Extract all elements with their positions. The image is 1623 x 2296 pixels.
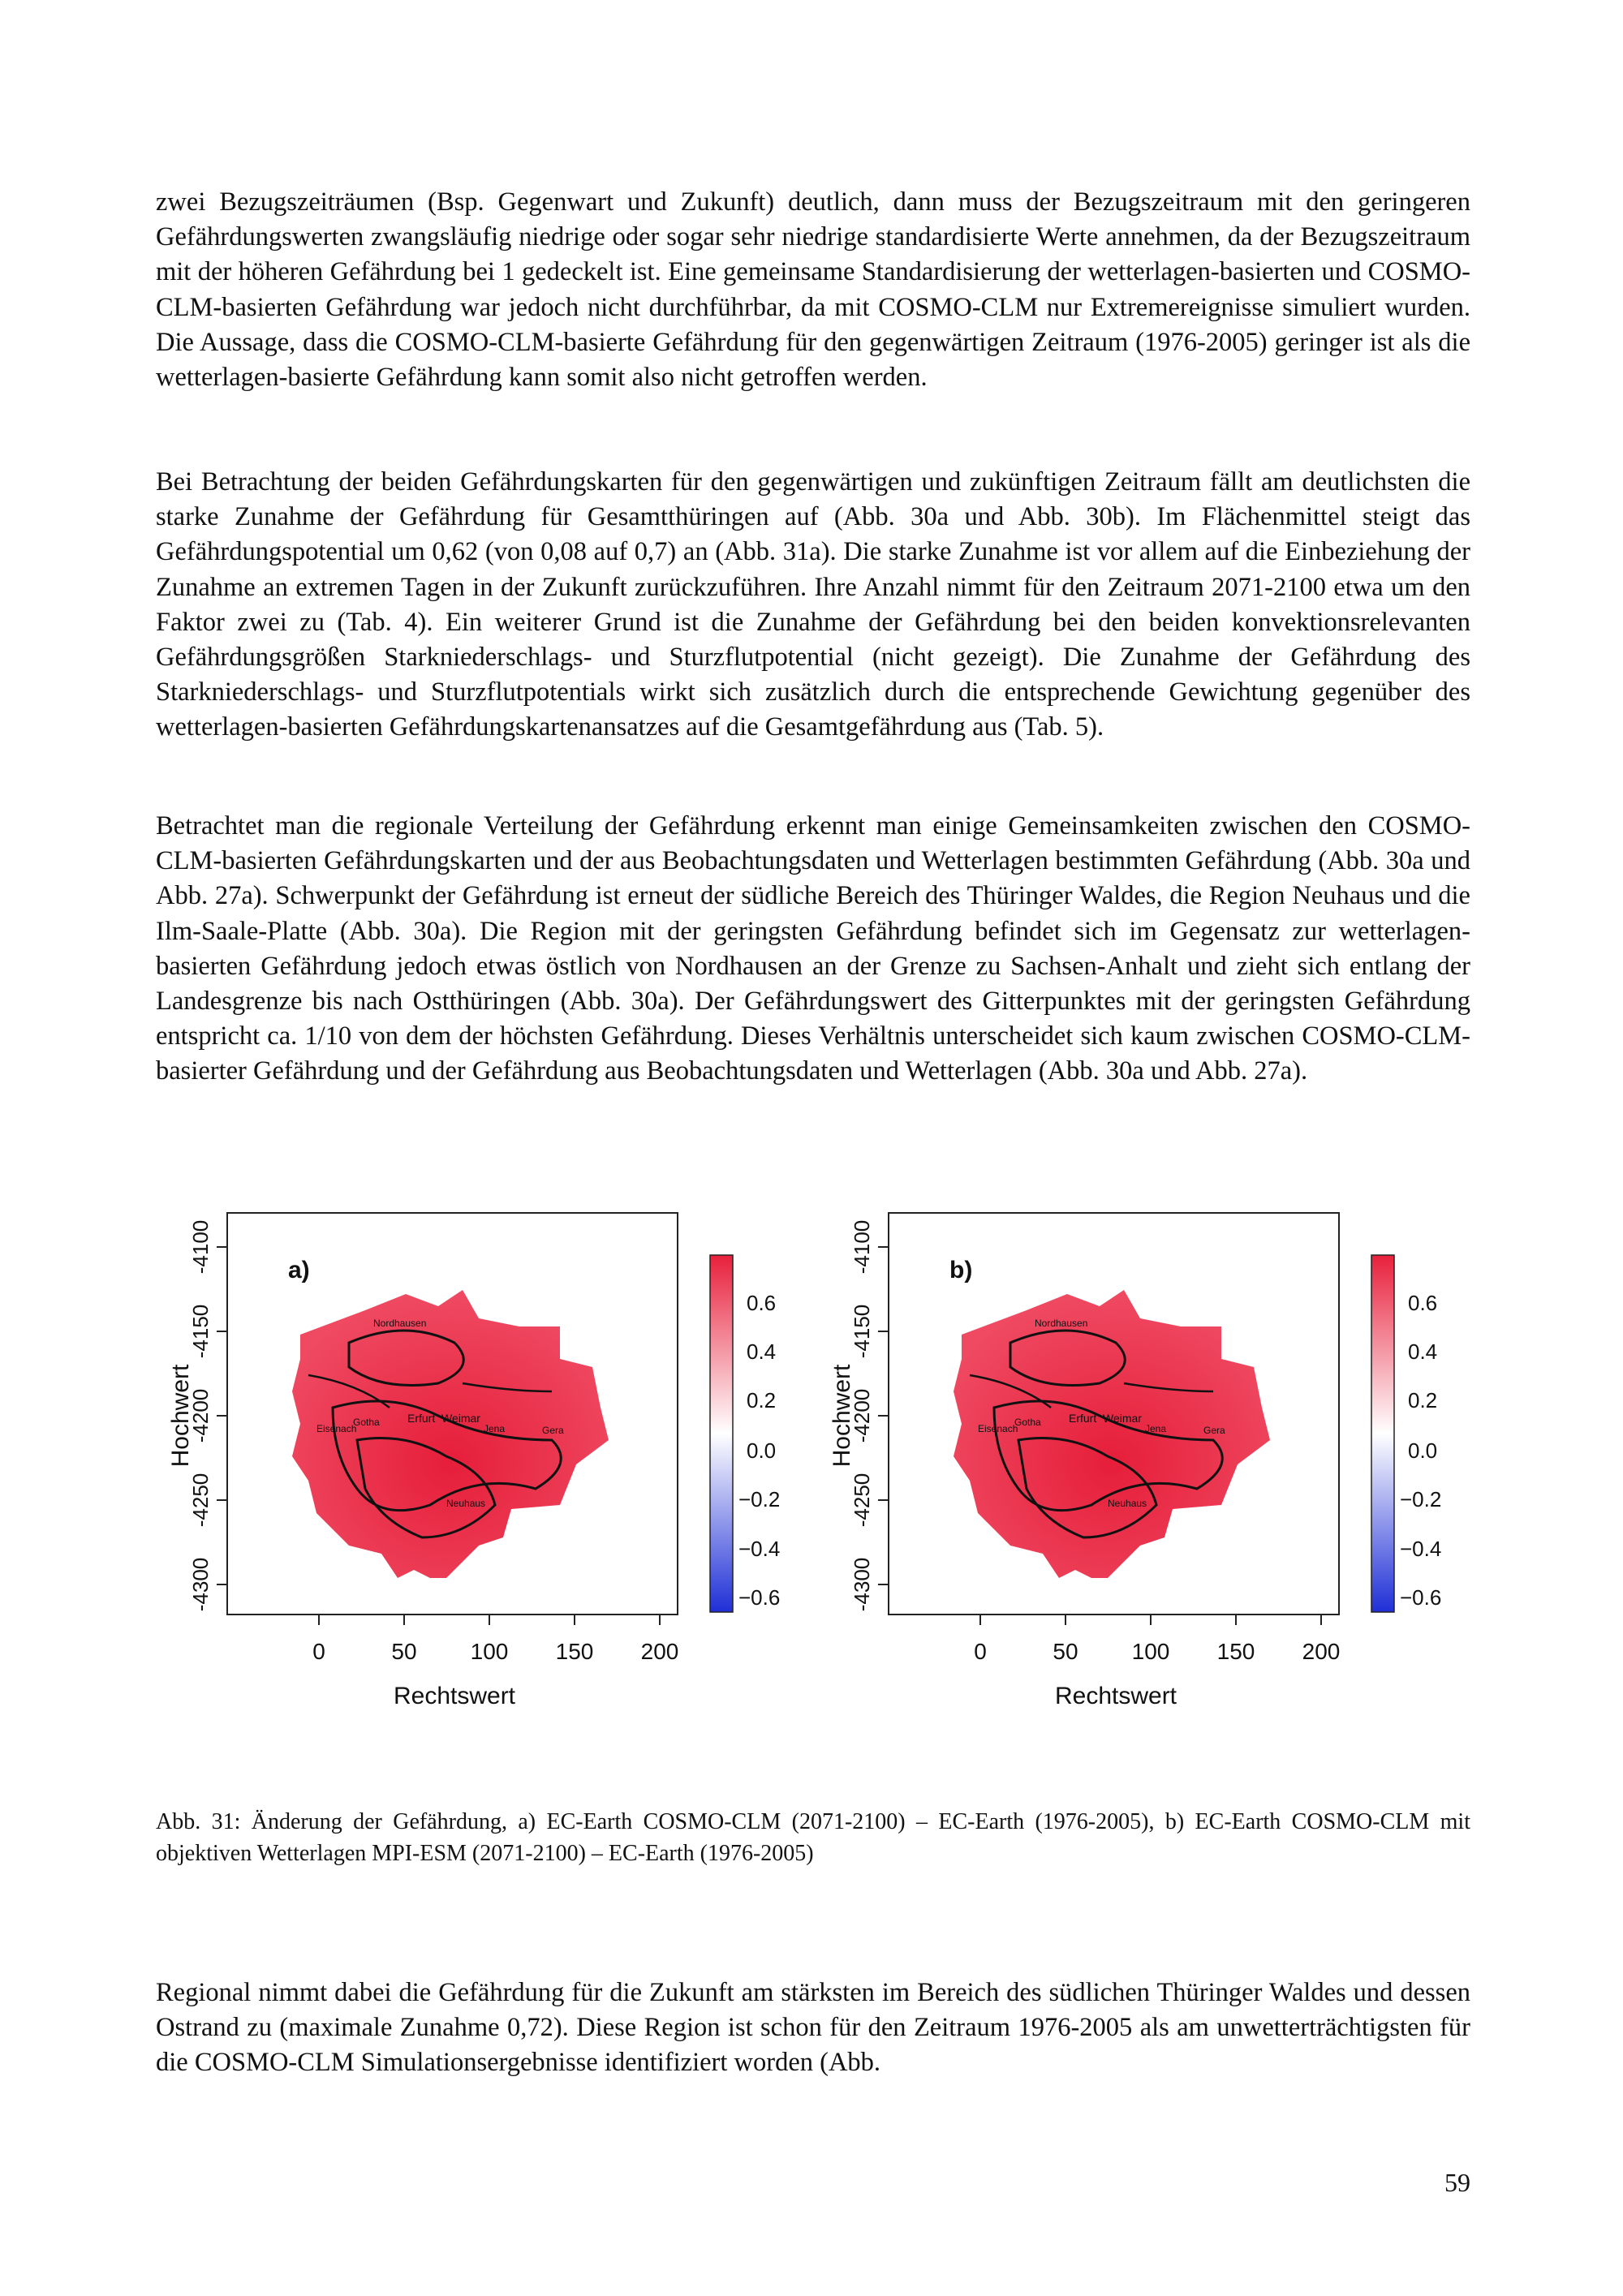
- y-tick-label: -4100: [188, 1219, 213, 1275]
- x-tick-label: 200: [640, 1639, 679, 1664]
- y-axis-label: Hochwert: [167, 1364, 194, 1468]
- x-axis: [974, 1615, 1340, 1709]
- city-label: Nordhausen: [373, 1318, 427, 1329]
- city-label: Erfurt: [1069, 1412, 1097, 1425]
- paragraph-3: Betrachtet man die regionale Verteilung der Gefährdung erkennt man einige Gemeinsamkeiten zwischen den COSMO-CLM-basierten Gefährdungskarten und der aus Beobachtungsdaten und Wetterlagen bestimmten Gefährdung (Abb. 30a und Abb. 27a). Schwerpunkt der Gefährdung ist erneut der südliche Bereich des Thüringer Waldes, die Region Neuhaus und die Ilm-Saale-Platte (Abb. 30a). Die Region mit der geringsten Gefährdung befindet sich im Gegensatz zur wetterlagen-basierten Gefährdung jedoch etwas östlich von Nordhausen an der Grenze zu Sachsen-Anhalt und zieht sich entlang der Landesgrenze bis nach Ostthüringen (Abb. 30a). Der Gefährdungswert des Gitterpunktes mit der geringsten Gefährdung entspricht ca. 1/10 von dem der höchsten Gefährdung. Dieses Verhältnis unterscheidet sich kaum zwischen COSMO-CLM-basierter Gefährdung und der Gefährdung aus Beobachtungsdaten und Wetterlagen (Abb. 30a und Abb. 27a).: [156, 811, 1470, 1086]
- city-label: Eisenach: [978, 1423, 1018, 1434]
- colorbar-tick: 0.6: [747, 1291, 777, 1315]
- colorbar-tick: −0.6: [738, 1585, 781, 1610]
- x-tick-label: 50: [1053, 1639, 1078, 1664]
- figure-map-a: [167, 1197, 803, 1761]
- colorbar-tick: −0.4: [1400, 1537, 1442, 1561]
- x-tick-label: 0: [312, 1639, 325, 1664]
- city-label: Weimar: [441, 1412, 480, 1425]
- panel-label: b): [949, 1257, 973, 1283]
- city-label: Gotha: [353, 1417, 380, 1428]
- x-tick-label: 100: [470, 1639, 509, 1664]
- x-axis-label: Rechtswert: [1054, 1683, 1177, 1709]
- city-label: Gera: [542, 1425, 564, 1436]
- page-number: 59: [1444, 2168, 1470, 2197]
- x-tick-label: 150: [1216, 1639, 1255, 1664]
- colorbar: [1371, 1255, 1441, 1612]
- colorbar-tick: 0.6: [1408, 1291, 1438, 1315]
- y-tick-label: -4200: [188, 1388, 213, 1443]
- figure-caption: Abb. 31: Änderung der Gefährdung, a) EC-Earth COSMO-CLM (2071-2100) – EC-Earth (1976-2005), b) EC-Earth COSMO-CLM mit objektiven Wetterlagen MPI-ESM (2071-2100) – EC-Earth (1976-2005): [156, 1809, 1470, 1866]
- colorbar-tick: 0.4: [747, 1339, 777, 1364]
- colorbar-tick: 0.0: [1408, 1438, 1438, 1463]
- colorbar: [710, 1255, 780, 1612]
- x-tick-label: 100: [1131, 1639, 1170, 1664]
- figure-map-b: [829, 1197, 1465, 1761]
- paragraph-2: Bei Betrachtung der beiden Gefährdungskarten für den gegenwärtigen und zukünftigen Zeitraum fällt am deutlichsten die starke Zunahme der Gefährdung für Gesamtthüringen auf (Abb. 30a und Abb. 30b). Im Flächenmittel steigt das Gefährdungspotential um 0,62 (von 0,08 auf 0,7) an (Abb. 31a). Die starke Zunahme ist vor allem auf die Einbeziehung der Zunahme an extremen Tagen in der Zukunft zurückzuführen. Ihre Anzahl nimmt für den Zeitraum 2071-2100 etwa um den Faktor zwei zu (Tab. 4). Ein weiterer Grund ist die Zunahme der Gefährdung bei den beiden konvektionsrelevanten Gefährdungsgrößen Starkniederschlags- und Sturzflutpotential (nicht gezeigt). Die Zunahme der Gefährdung des Starkniederschlags- und Sturzflutpotentials wirkt sich zusätzlich durch die entsprechende Gewichtung gegenüber des wetterlagen-basierten Gefährdungskartenansatzes auf die Gesamtgefährdung aus (Tab. 5).: [156, 467, 1470, 742]
- y-tick-label: -4250: [188, 1473, 213, 1528]
- x-tick-label: 150: [555, 1639, 594, 1664]
- city-label: Neuhaus: [1108, 1498, 1147, 1509]
- paragraph-4: Regional nimmt dabei die Gefährdung für die Zukunft am stärksten im Bereich des südlichen Thüringer Waldes und dessen Ostrand zu (maximale Zunahme 0,72). Diese Region ist schon für den Zeitraum 1976-2005 als am unwetterträchtigsten für die COSMO-CLM Simulationsergebnisse identifiziert worden (Abb.: [156, 1978, 1470, 2078]
- city-label: Jena: [1145, 1423, 1167, 1434]
- colorbar-tick: −0.2: [1400, 1487, 1442, 1511]
- y-tick-label: -4250: [850, 1473, 874, 1528]
- city-label: Neuhaus: [446, 1498, 486, 1509]
- panel-label: a): [288, 1257, 310, 1283]
- x-axis-label: Rechtswert: [393, 1683, 516, 1709]
- colorbar-tick: −0.4: [738, 1537, 781, 1561]
- city-label: Jena: [484, 1423, 506, 1434]
- y-axis: [167, 1220, 227, 1612]
- x-axis: [312, 1615, 678, 1709]
- y-tick-label: -4300: [850, 1557, 874, 1612]
- city-label: Erfurt: [407, 1412, 436, 1425]
- x-tick-label: 50: [391, 1639, 417, 1664]
- colorbar-tick: 0.2: [747, 1388, 777, 1412]
- city-label: Nordhausen: [1035, 1318, 1088, 1329]
- y-axis: [829, 1220, 889, 1612]
- colorbar-tick: 0.4: [1408, 1339, 1438, 1364]
- colorbar-tick: −0.6: [1400, 1585, 1442, 1610]
- city-label: Weimar: [1103, 1412, 1142, 1425]
- city-label: Gera: [1203, 1425, 1225, 1436]
- y-tick-label: -4150: [850, 1304, 874, 1359]
- y-tick-label: -4200: [850, 1388, 874, 1443]
- x-tick-label: 200: [1302, 1639, 1341, 1664]
- y-axis-label: Hochwert: [829, 1364, 855, 1468]
- colorbar-tick: −0.2: [738, 1487, 781, 1511]
- y-tick-label: -4300: [188, 1557, 213, 1612]
- city-label: Eisenach: [316, 1423, 357, 1434]
- colorbar-tick: 0.0: [747, 1438, 777, 1463]
- x-tick-label: 0: [974, 1639, 987, 1664]
- y-tick-label: -4150: [188, 1304, 213, 1359]
- y-tick-label: -4100: [850, 1219, 874, 1275]
- city-label: Gotha: [1014, 1417, 1041, 1428]
- colorbar-tick: 0.2: [1408, 1388, 1438, 1412]
- paragraph-1: zwei Bezugszeiträumen (Bsp. Gegenwart und Zukunft) deutlich, dann muss der Bezugszeitraum mit den geringeren Gefährdungswerten zwangsläufig niedrige oder sogar sehr niedrige standardisierte Werte annehmen, da der Bezugszeitraum mit der höheren Gefährdung bei 1 gedeckelt ist. Eine gemeinsame Standardisierung der wetterlagen-basierten und COSMO-CLM-basierten Gefährdung war jedoch nicht durchführbar, da mit COSMO-CLM nur Extremereignisse simuliert wurden. Die Aussage, dass die COSMO-CLM-basierte Gefährdung für den gegenwärtigen Zeitraum (1976-2005) geringer ist als die wetterlagen-basierte Gefährdung kann somit also nicht getroffen werden.: [156, 187, 1470, 393]
